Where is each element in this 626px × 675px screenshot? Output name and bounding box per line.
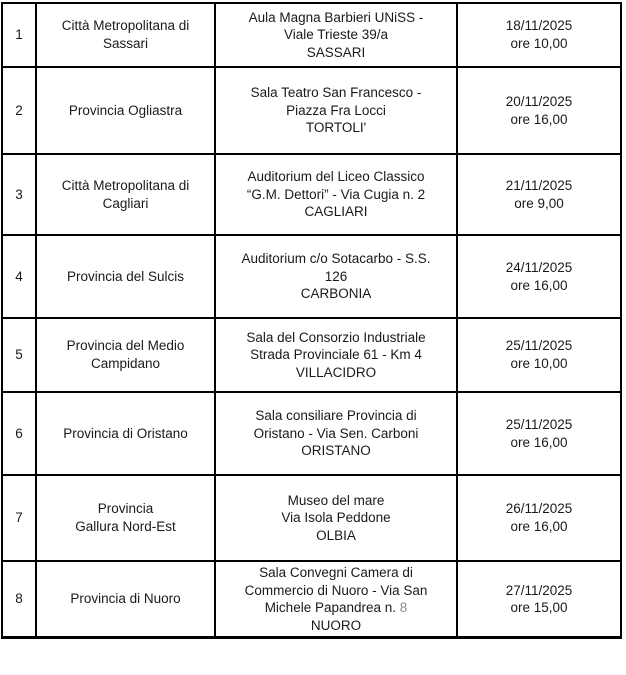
date-line: 25/11/2025 xyxy=(505,338,573,354)
province-cell: Provincia del Medio Campidano xyxy=(36,318,215,392)
province-cell: Provincia di Oristano xyxy=(36,392,215,475)
venue-cell: Auditorium c/o Sotacarbo - S.S. 126 CARBONIA xyxy=(215,235,457,318)
province-cell: Città Metropolitana di Cagliari xyxy=(36,154,215,235)
table-row xyxy=(2,475,621,561)
date-line: 20/11/2025 xyxy=(505,93,573,109)
row-number-cell: 5 xyxy=(2,318,36,392)
date-time-cell xyxy=(457,475,621,561)
time-line: ore 16,00 xyxy=(510,519,568,534)
venue-cell: Sala Teatro San Francesco - Piazza Fra Locci TORTOLI' xyxy=(215,67,457,154)
venue-cell: Aula Magna Barbieri UNiSS - Viale Trieste 39/a SASSARI xyxy=(215,3,457,67)
row-number-cell: 2 xyxy=(2,67,36,154)
date-time-cell xyxy=(457,318,621,392)
province-cell: Provincia Gallura Nord-Est xyxy=(36,475,215,561)
date-line: 21/11/2025 xyxy=(505,177,573,193)
province-cell: Provincia del Sulcis xyxy=(36,235,215,318)
time-line: ore 15,00 xyxy=(510,600,568,616)
date-line: 18/11/2025 xyxy=(505,18,573,34)
schedule-table xyxy=(1,2,622,639)
time-line: ore 16,00 xyxy=(510,434,568,450)
date-time-cell xyxy=(457,154,621,235)
row-number-cell: 1 xyxy=(2,3,36,67)
table-row xyxy=(2,67,621,154)
row-number-cell: 7 xyxy=(2,475,36,561)
venue-cell: Sala del Consorzio Industriale Strada Provinciale 61 - Km 4 VILLACIDRO xyxy=(215,318,457,392)
table-row xyxy=(2,318,621,392)
date-time-cell xyxy=(457,235,621,318)
time-line: ore 10,00 xyxy=(510,356,568,371)
time-line: ore 10,00 xyxy=(510,36,568,51)
date-line: 24/11/2025 xyxy=(505,259,573,275)
row-number-cell: 3 xyxy=(2,154,36,235)
row-number-cell: 4 xyxy=(2,235,36,318)
date-line: 26/11/2025 xyxy=(505,501,573,517)
table-row xyxy=(2,154,621,235)
time-line: ore 16,00 xyxy=(510,111,568,127)
date-time-cell xyxy=(457,67,621,154)
muted-text: 8 xyxy=(399,600,408,616)
date-time-cell xyxy=(457,561,621,638)
date-line: 25/11/2025 xyxy=(505,416,573,432)
date-time-cell xyxy=(457,3,621,67)
time-line: ore 16,00 xyxy=(510,277,568,293)
venue-cell: Sala Convegni Camera di Commercio di Nuoro - Via San Michele Papandrea n. 8 NUORO xyxy=(215,561,457,638)
province-cell: Provincia di Nuoro xyxy=(36,561,215,638)
row-number-cell: 8 xyxy=(2,561,36,638)
schedule-table-body xyxy=(2,3,621,638)
province-cell: Città Metropolitana di Sassari xyxy=(36,3,215,67)
date-time-cell xyxy=(457,392,621,475)
table-row xyxy=(2,392,621,475)
table-row xyxy=(2,561,621,638)
venue-cell: Sala consiliare Provincia di Oristano - Via Sen. Carboni ORISTANO xyxy=(215,392,457,475)
province-cell: Provincia Ogliastra xyxy=(36,67,215,154)
row-number-cell: 6 xyxy=(2,392,36,475)
date-line: 27/11/2025 xyxy=(505,582,573,598)
time-line: ore 9,00 xyxy=(514,195,564,211)
table-row xyxy=(2,235,621,318)
table-row xyxy=(2,3,621,67)
venue-cell: Museo del mare Via Isola Peddone OLBIA xyxy=(215,475,457,561)
venue-cell: Auditorium del Liceo Classico “G.M. Dettori” - Via Cugia n. 2 CAGLIARI xyxy=(215,154,457,235)
